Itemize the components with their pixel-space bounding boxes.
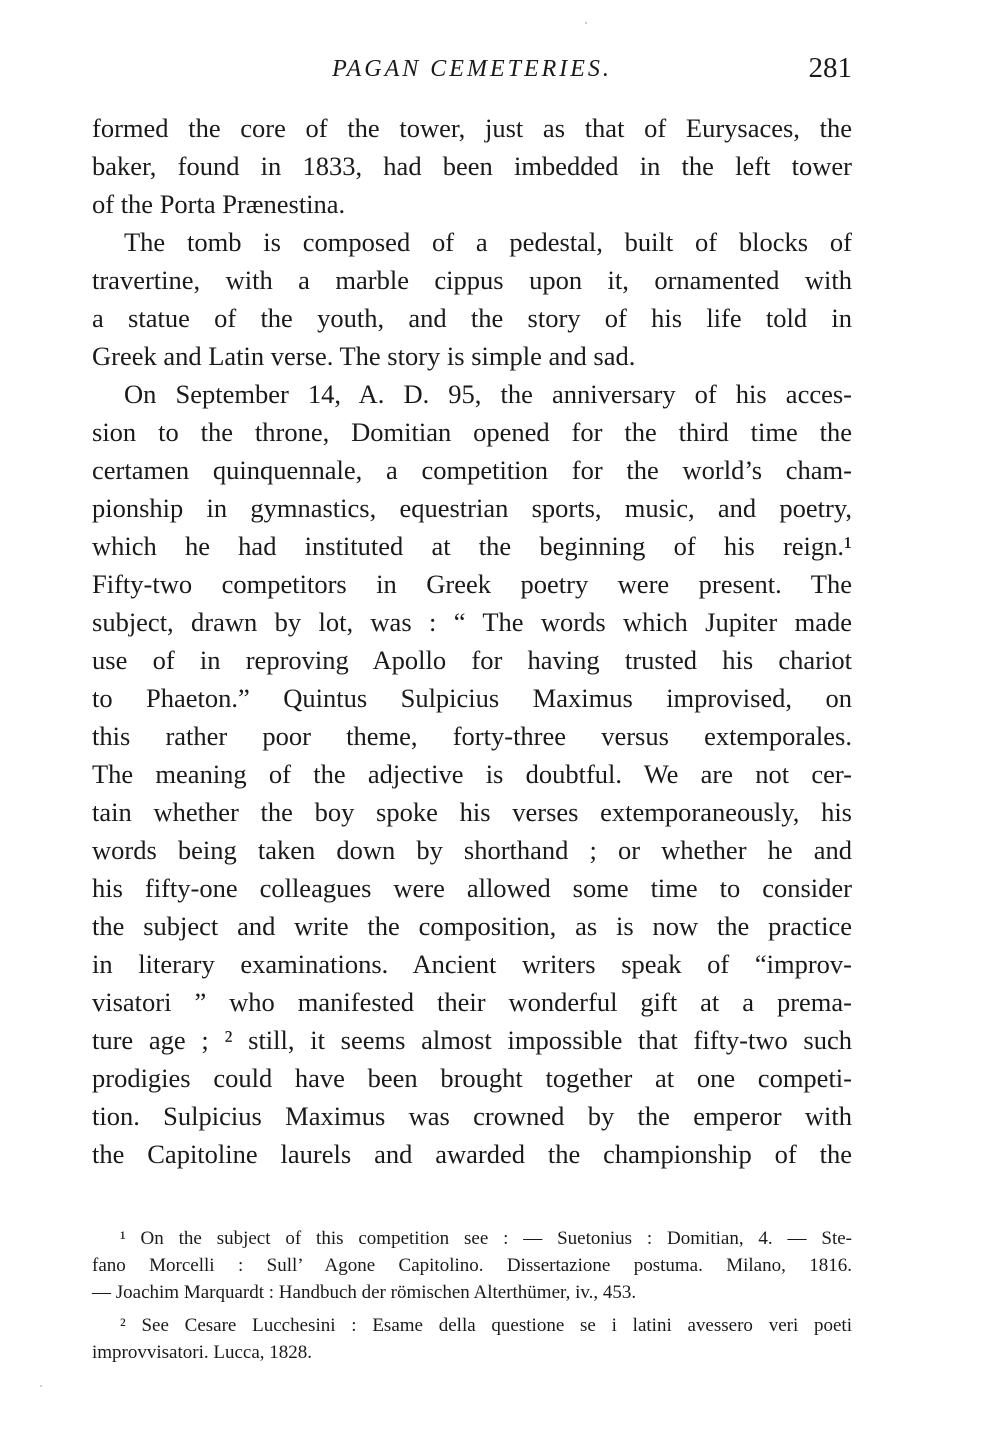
body-line: to Phaeton.” Quintus Sulpicius Maximus improvised, on [92,683,852,713]
body-line: visatori ” who manifested their wonderful gift at a prema- [92,987,852,1017]
body-line: tain whether the boy spoke his verses extemporaneously, his [92,797,852,827]
paper-speck [40,1385,42,1387]
body-line: certamen quinquennale, a competition for the world’s cham- [92,455,852,485]
body-line: baker, found in 1833, had been imbedded in the left tower [92,151,852,181]
footnote-line: improvvisatori. Lucca, 1828. [92,1342,313,1363]
running-head [92,52,852,88]
body-line: The tomb is composed of a pedestal, built of blocks of [124,227,852,257]
footnote-line: ² See Cesare Lucchesini : Esame della questione se i latini avessero veri poeti [120,1315,852,1336]
body-line: ture age ; ² still, it seems almost impossible that fifty-two such [92,1025,852,1055]
body-line: in literary examinations. Ancient writers speak of “improv- [92,949,852,979]
body-line: pionship in gymnastics, equestrian sports, music, and poetry, [92,493,852,523]
body-line: formed the core of the tower, just as that of Eurysaces, the [92,113,852,143]
footnotes [92,1225,852,1366]
body-line: use of in reproving Apollo for having trusted his chariot [92,645,852,675]
body-text [92,109,852,1173]
body-line: his fifty-one colleagues were allowed some time to consider [92,873,852,903]
footnote-line: fano Morcelli : Sull’ Agone Capitolino. Dissertazione postuma. Milano, 1816. [92,1255,852,1276]
body-line: The meaning of the adjective is doubtful. We are not cer- [92,759,852,789]
paper-speck [585,22,587,24]
body-line: Greek and Latin verse. The story is simple and sad. [92,341,636,371]
body-line: prodigies could have been brought together at one competi- [92,1063,852,1093]
footnote-line: ¹ On the subject of this competition see : — Suetonius : Domitian, 4. — Ste- [120,1228,852,1249]
body-line: the subject and write the composition, as is now the practice [92,911,852,941]
body-line: travertine, with a marble cippus upon it, ornamented with [92,265,852,295]
footnote-line: — Joachim Marquardt : Handbuch der römischen Alterthümer, iv., 453. [92,1282,637,1303]
body-line: this rather poor theme, forty-three versus extemporales. [92,721,852,751]
body-line: which he had instituted at the beginning of his reign.¹ [92,531,852,561]
body-line: the Capitoline laurels and awarded the championship of the [92,1139,852,1169]
body-line: On September 14, A. D. 95, the anniversary of his acces- [124,379,852,409]
body-line: of the Porta Prænestina. [92,189,346,219]
body-line: words being taken down by shorthand ; or whether he and [92,835,852,865]
body-line: Fifty-two competitors in Greek poetry were present. The [92,569,852,599]
page-number: 281 [808,52,852,84]
body-line: tion. Sulpicius Maximus was crowned by the emperor with [92,1101,852,1131]
running-title: PAGAN CEMETERIES. [332,56,612,82]
body-line: a statue of the youth, and the story of his life told in [92,303,852,333]
body-line: sion to the throne, Domitian opened for the third time the [92,417,852,447]
body-line: subject, drawn by lot, was : “ The words which Jupiter made [92,607,852,637]
